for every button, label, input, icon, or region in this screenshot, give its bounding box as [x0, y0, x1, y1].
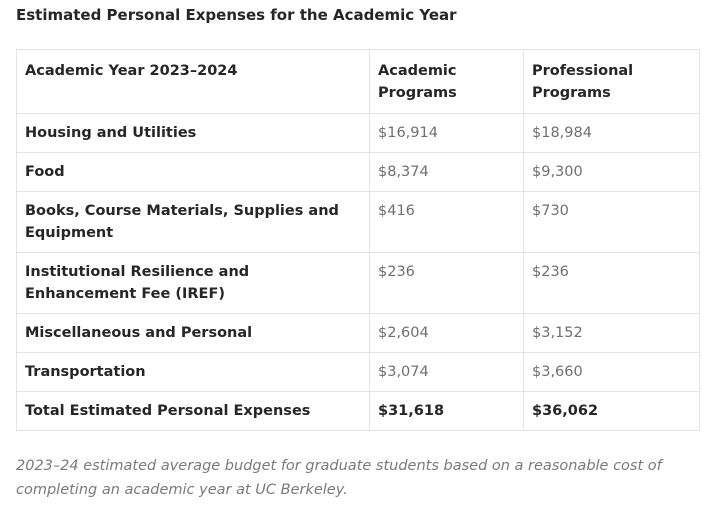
- academic-value: $3,074: [370, 353, 524, 392]
- total-label: Total Estimated Personal Expenses: [17, 392, 370, 431]
- professional-value: $236: [524, 253, 700, 314]
- total-row: [17, 392, 700, 431]
- professional-value: $730: [524, 192, 700, 253]
- academic-value: $16,914: [370, 114, 524, 153]
- table-row: [17, 114, 700, 153]
- column-header-academic: Academic Programs: [370, 50, 524, 114]
- professional-value: $18,984: [524, 114, 700, 153]
- professional-value: $3,660: [524, 353, 700, 392]
- expenses-table: [16, 49, 700, 431]
- row-label: Transportation: [17, 353, 370, 392]
- academic-value: $2,604: [370, 314, 524, 353]
- total-professional-value: $36,062: [524, 392, 700, 431]
- total-academic-value: $31,618: [370, 392, 524, 431]
- table-caption: 2023–24 estimated average budget for graduate students based on a reasonable cost of completing an academic year at UC Berkeley.: [16, 458, 662, 498]
- row-label: Housing and Utilities: [17, 114, 370, 153]
- table-row: [17, 314, 700, 353]
- column-header-professional: Professional Programs: [524, 50, 700, 114]
- page-title: Estimated Personal Expenses for the Academic Year: [16, 6, 457, 24]
- professional-value: $3,152: [524, 314, 700, 353]
- table-row: [17, 253, 700, 314]
- table-row: [17, 153, 700, 192]
- column-header-year: Academic Year 2023–2024: [17, 50, 370, 114]
- table-row: [17, 192, 700, 253]
- academic-value: $416: [370, 192, 524, 253]
- row-label: Books, Course Materials, Supplies and Equipment: [17, 192, 370, 253]
- academic-value: $8,374: [370, 153, 524, 192]
- row-label: Miscellaneous and Personal: [17, 314, 370, 353]
- professional-value: $9,300: [524, 153, 700, 192]
- row-label: Institutional Resilience and Enhancement Fee (IREF): [17, 253, 370, 314]
- table-row: [17, 353, 700, 392]
- row-label: Food: [17, 153, 370, 192]
- academic-value: $236: [370, 253, 524, 314]
- table-header-row: [17, 50, 700, 114]
